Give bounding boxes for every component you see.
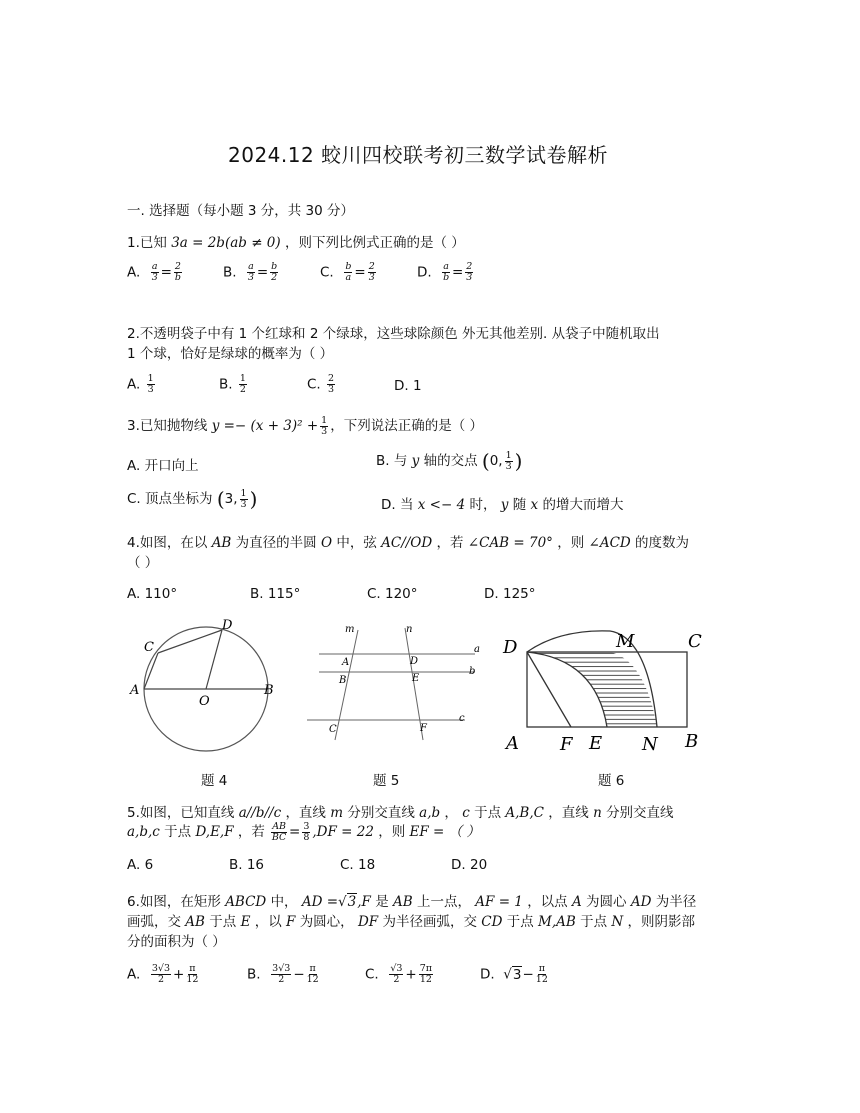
fig6-label-b: B (685, 731, 699, 752)
figure-6-caption: 题 6 (598, 773, 625, 789)
fig6-label-m: M (616, 631, 635, 652)
page-title: 2024.12 蛟川四校联考初三数学试卷解析 (228, 143, 609, 167)
q5-option-a: A. 6 (127, 857, 154, 873)
q2-option-d: D. 1 (394, 378, 422, 394)
fig6-label-c: C (688, 631, 702, 652)
fig5-label-b: b (469, 666, 476, 677)
fig6-label-f: F (560, 734, 573, 755)
q1-option-a: A. $\frac{a}{3}$ = $\frac{2}{b}$ (127, 261, 181, 283)
fig5-label-point-b: B (339, 675, 347, 686)
q4-option-a: A. 110° (127, 586, 178, 602)
figure-4-caption: 题 4 (201, 773, 228, 789)
question-2-line-2: 1 个球，恰好是绿球的概率为（ ） (127, 346, 334, 362)
fig5-label-point-d: D (410, 656, 419, 667)
q3-option-b: B. 与 y 轴的交点 (0, $\frac{1}{3}$ ) (376, 449, 523, 473)
fig4-label-d: D (222, 618, 233, 633)
fig5-label-point-c: C (329, 724, 337, 735)
question-6-line-2: 画弧，交 AB 于点 E ，以 F 为圆心， DF 为半径画弧，交 CD 于点 M,AB 于点 N ，则阴影部 (127, 914, 696, 930)
question-5-line-1: 5.如图，已知直线 a//b//c ，直线 m 分别交直线 a,b ， c 于点 A,B,C ，直线 n 分别交直线 (127, 805, 674, 821)
fig4-label-b: B (264, 683, 274, 698)
q2-option-b: B. $\frac{1}{2}$ (219, 373, 246, 395)
q5-option-d: D. 20 (451, 857, 488, 873)
q3-option-a: A. 开口向上 (127, 458, 199, 474)
q3-option-c: C. 顶点坐标为 (3, $\frac{1}{3}$ ) (127, 487, 258, 511)
q4-option-b: B. 115° (250, 586, 301, 602)
q6-option-b: B. $\frac{3√3}{2}$ − $\frac{\pi}{12}$ (247, 963, 319, 985)
section-heading: 一. 选择题（每小题 3 分，共 30 分） (127, 203, 355, 219)
q1-option-b: B. $\frac{a}{3}$ = $\frac{b}{2}$ (223, 261, 278, 283)
fig6-label-e: E (589, 733, 603, 754)
q6-option-a: A. $\frac{3√3}{2}$ + $\frac{\pi}{12}$ (127, 963, 199, 985)
question-6-line-1: 6.如图，在矩形 ABCD 中， AD =√3,F 是 AB 上一点， AF = 1 ，以点 A 为圆心 AD 为半径 (127, 894, 697, 910)
figure-4-circle (125, 615, 285, 755)
fig5-label-m: m (345, 624, 355, 635)
q3-option-d: D. 当 x <− 4 时， y 随 x 的增大而增大 (381, 497, 624, 513)
fig5-label-a: a (474, 644, 480, 655)
fig5-label-c: c (459, 713, 465, 724)
q5-option-c: C. 18 (340, 857, 376, 873)
fig4-label-o: O (199, 694, 210, 709)
question-6-line-3: 分的面积为（ ） (127, 934, 226, 950)
fig6-label-d: D (503, 637, 518, 658)
q5-option-b: B. 16 (229, 857, 265, 873)
fig6-label-a: A (506, 733, 519, 754)
q4-option-c: C. 120° (367, 586, 418, 602)
q2-option-a: A. $\frac{1}{3}$ (127, 373, 154, 395)
figure-6-rectangle-arcs (500, 625, 715, 755)
fig6-label-n: N (642, 734, 658, 755)
fig4-label-c: C (144, 640, 154, 655)
question-1-stem: 1.已知 3a = 2b(ab ≠ 0) ，则下列比例式正确的是（ ） (127, 235, 465, 251)
fig5-label-point-e: E (412, 673, 420, 684)
q4-option-d: D. 125° (484, 586, 536, 602)
q1-option-d: D. $\frac{a}{b}$ = $\frac{2}{3}$ (417, 261, 473, 283)
q2-option-c: C. $\frac{2}{3}$ (307, 373, 335, 395)
fig5-label-point-a: A (342, 657, 350, 668)
figure-5-parallel-lines (305, 618, 490, 743)
q1-option-c: C. $\frac{b}{a}$ = $\frac{2}{3}$ (320, 261, 375, 283)
question-2-line-1: 2.不透明袋子中有 1 个红球和 2 个绿球，这些球除颜色 外无其他差别. 从袋子中随机取出 (127, 326, 660, 342)
question-5-line-2: a,b,c 于点 D,E,F ，若 $\frac{AB}{BC}$ = $\frac{3}{8}$ ,DF = 22 ，则 EF = （ ） (127, 820, 480, 843)
question-3-stem: 3.已知抛物线 y =− (x + 3)² + $\frac{1}{3}$ ，下列说法正确的是（ ） (127, 414, 484, 437)
question-4-line-2: （ ） (127, 555, 159, 571)
fig4-label-a: A (130, 683, 140, 698)
fig5-label-n: n (406, 624, 413, 635)
q6-option-d: D. √3− $\frac{\pi}{12}$ (480, 963, 548, 985)
fig5-label-point-f: F (420, 723, 427, 734)
q6-option-c: C. $\frac{√3}{2}$ + $\frac{7\pi}{12}$ (365, 963, 433, 985)
question-4-line-1: 4.如图，在以 AB 为直径的半圆 O 中，弦 AC//OD ，若 ∠CAB = 70° ，则 ∠ACD 的度数为 (127, 535, 690, 551)
figure-5-caption: 题 5 (373, 773, 400, 789)
